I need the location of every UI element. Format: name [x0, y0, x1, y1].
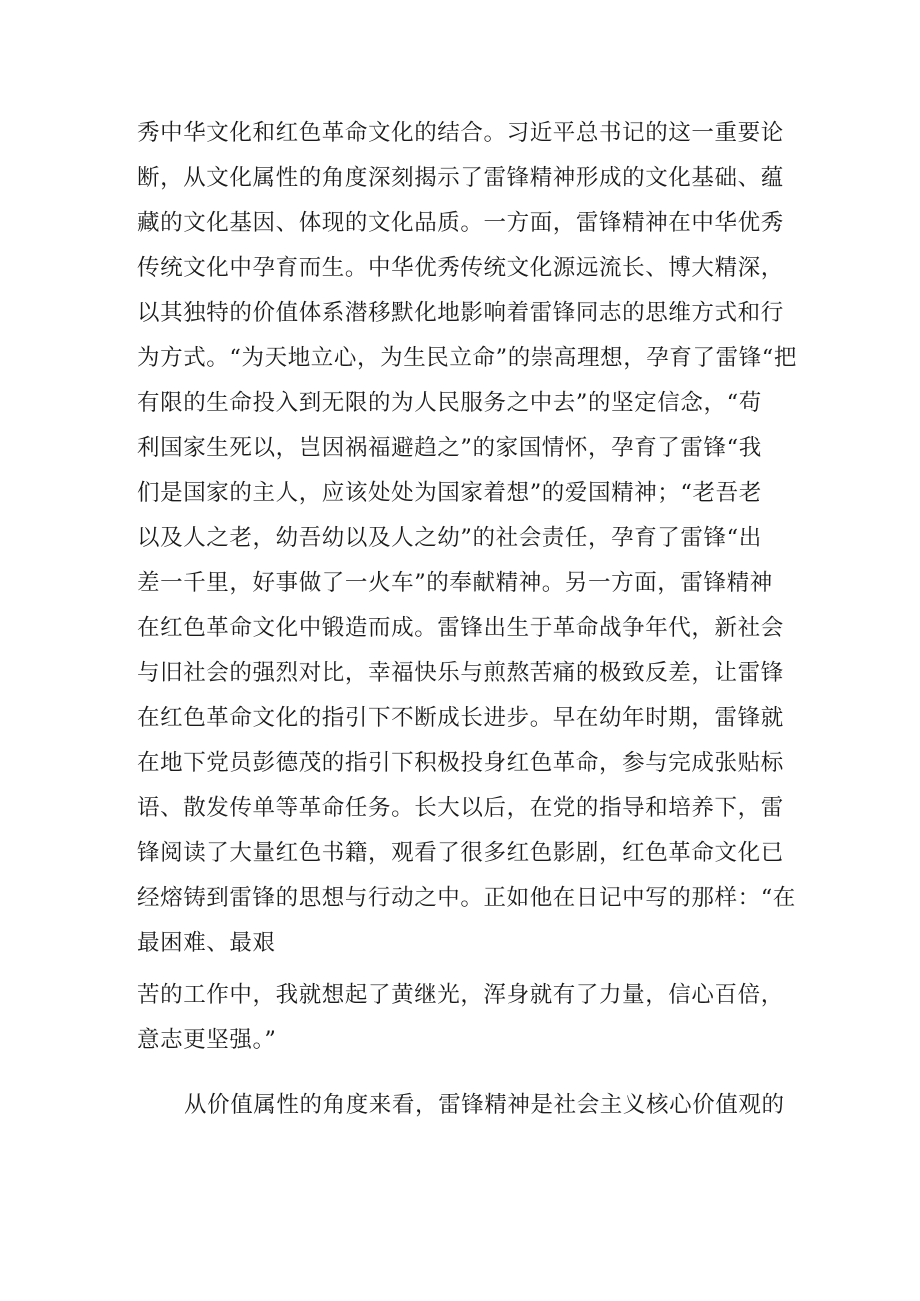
text-line: 语、散发传单等革命任务。长大以后，在党的指导和培养下，雷	[137, 795, 784, 821]
text-line: 最困难、最艰	[137, 930, 276, 956]
text-line: 在红色革命文化中锻造而成。雷锋出生于革命战争年代，新社会	[137, 615, 784, 641]
text-line: 有限的生命投入到无限的为人民服务之中去”的坚定信念，“苟	[137, 390, 762, 416]
text-line: 经熔铸到雷锋的思想与行动之中。正如他在日记中写的那样：“在	[137, 885, 796, 911]
text-line: 传统文化中孕育而生。中华优秀传统文化源远流长、博大精深，	[137, 255, 784, 281]
text-line: 断，从文化属性的角度深刻揭示了雷锋精神形成的文化基础、蕴	[137, 165, 784, 191]
text-line: 们是国家的主人，应该处处为国家着想”的爱国精神；“老吾老	[137, 480, 762, 506]
text-line: 锋阅读了大量红色书籍，观看了很多红色影剧，红色革命文化已	[137, 840, 784, 866]
text-line: 在红色革命文化的指引下不断成长进步。早在幼年时期，雷锋就	[137, 705, 784, 731]
text-line: 秀中华文化和红色革命文化的结合。习近平总书记的这一重要论	[137, 120, 784, 146]
text-line: 藏的文化基因、体现的文化品质。一方面，雷锋精神在中华优秀	[137, 210, 784, 236]
paragraph-first-line: 从价值属性的角度来看，雷锋精神是社会主义核心价值观的	[184, 1092, 785, 1118]
text-line: 与旧社会的强烈对比，幸福快乐与煎熬苦痛的极致反差，让雷锋	[137, 660, 784, 686]
text-line: 意志更坚强。”	[137, 1027, 277, 1053]
text-line: 差一千里，好事做了一火车”的奉献精神。另一方面，雷锋精神	[137, 570, 773, 596]
text-line: 苦的工作中，我就想起了黄继光，浑身就有了力量，信心百倍，	[137, 982, 784, 1008]
text-line: 以及人之老，幼吾幼以及人之幼”的社会责任，孕育了雷锋“出	[137, 525, 762, 551]
text-line: 在地下党员彭德茂的指引下积极投身红色革命，参与完成张贴标	[137, 750, 784, 776]
text-line: 为方式。“为天地立心，为生民立命”的崇高理想，孕育了雷锋“把	[137, 345, 798, 371]
text-line: 利国家生死以，岂因祸福避趋之”的家国情怀，孕育了雷锋“我	[137, 435, 762, 461]
text-line: 以其独特的价值体系潜移默化地影响着雷锋同志的思维方式和行	[137, 300, 784, 326]
